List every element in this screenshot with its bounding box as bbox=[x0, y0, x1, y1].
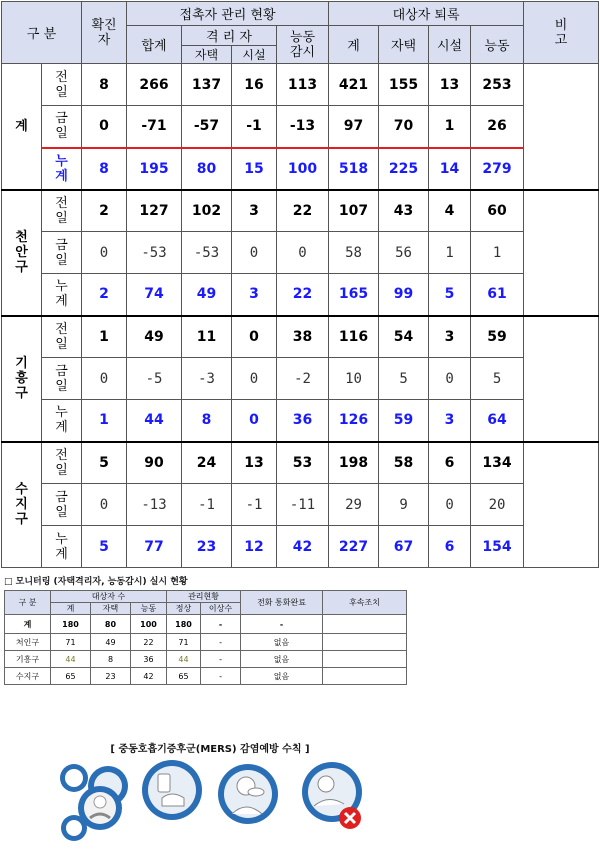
table-cell: 90 bbox=[127, 442, 182, 484]
table-cell: 1 bbox=[471, 232, 524, 274]
mon-header-status-group: 관리현황 bbox=[167, 591, 241, 603]
table-cell: 253 bbox=[471, 64, 524, 106]
table-row bbox=[2, 400, 599, 442]
table-cell: 99 bbox=[379, 274, 429, 316]
table-cell: 56 bbox=[379, 232, 429, 274]
header-isolation-group: 격 리 자 bbox=[182, 26, 277, 46]
table-cell: 0 bbox=[429, 358, 471, 400]
header-contact-total: 합계 bbox=[127, 26, 182, 64]
mon-header-followup: 후속조치 bbox=[323, 591, 407, 615]
table-cell: 15 bbox=[232, 148, 277, 190]
header-active-monitoring: 능동감시 bbox=[277, 26, 329, 64]
remarks-cell bbox=[524, 190, 599, 316]
row-label: 처인구 bbox=[5, 634, 51, 651]
table-row bbox=[2, 148, 599, 190]
table-cell: -71 bbox=[127, 106, 182, 148]
header-remarks: 비고 bbox=[524, 2, 599, 64]
table-cell: 13 bbox=[429, 64, 471, 106]
row-label: 금일 bbox=[42, 358, 82, 400]
table-cell: 518 bbox=[329, 148, 379, 190]
table-cell: 102 bbox=[182, 190, 232, 232]
table-cell: 8 bbox=[91, 651, 131, 668]
table-cell: 0 bbox=[277, 232, 329, 274]
header-isolation-facility: 시설 bbox=[232, 46, 277, 64]
table-cell: 8 bbox=[82, 148, 127, 190]
table-cell: 13 bbox=[232, 442, 277, 484]
table-row bbox=[5, 668, 407, 685]
table-cell: 49 bbox=[127, 316, 182, 358]
header-confirmed: 확진자 bbox=[82, 2, 127, 64]
table-cell: 5 bbox=[429, 274, 471, 316]
table-cell: 42 bbox=[131, 668, 167, 685]
table-cell: 100 bbox=[277, 148, 329, 190]
mers-prevention-banner: [ 중동호흡기증후군(MERS) 감염예방 수칙 ] bbox=[110, 744, 310, 755]
table-cell: 없음 bbox=[241, 668, 323, 685]
table-row bbox=[5, 634, 407, 651]
table-cell: 5 bbox=[471, 358, 524, 400]
header-release-total: 계 bbox=[329, 26, 379, 64]
table-cell: 77 bbox=[127, 526, 182, 568]
table-cell: 11 bbox=[182, 316, 232, 358]
row-label: 누계 bbox=[42, 400, 82, 442]
table-cell bbox=[323, 651, 407, 668]
table-cell: 10 bbox=[329, 358, 379, 400]
table-cell: 165 bbox=[329, 274, 379, 316]
mon-header-category: 구 분 bbox=[5, 591, 51, 615]
table-cell: 65 bbox=[167, 668, 201, 685]
table-cell: 0 bbox=[82, 232, 127, 274]
table-cell: 3 bbox=[232, 190, 277, 232]
table-cell: 36 bbox=[131, 651, 167, 668]
sanitize-hands-icon bbox=[140, 756, 204, 826]
table-cell: 70 bbox=[379, 106, 429, 148]
cover-cough-icon bbox=[216, 756, 280, 836]
table-cell: 44 bbox=[51, 651, 91, 668]
table-cell: 127 bbox=[127, 190, 182, 232]
table-cell: - bbox=[201, 668, 241, 685]
remarks-cell bbox=[524, 64, 599, 190]
table-cell: 1 bbox=[429, 232, 471, 274]
mon-header-status-normal: 정상 bbox=[167, 603, 201, 615]
monitoring-caption: □ 모니터링 (자택격리자, 능동감시) 실시 현황 bbox=[4, 577, 188, 587]
remarks-cell bbox=[524, 442, 599, 568]
table-cell: 74 bbox=[127, 274, 182, 316]
row-label: 금일 bbox=[42, 232, 82, 274]
table-cell: 3 bbox=[429, 400, 471, 442]
table-cell: 64 bbox=[471, 400, 524, 442]
table-cell: 1 bbox=[429, 106, 471, 148]
table-cell: 22 bbox=[131, 634, 167, 651]
table-cell: 5 bbox=[82, 526, 127, 568]
table-cell: 12 bbox=[232, 526, 277, 568]
table-cell: 8 bbox=[182, 400, 232, 442]
table-cell: 80 bbox=[91, 615, 131, 634]
group-label: 기흥구 bbox=[2, 316, 42, 442]
table-cell: 4 bbox=[429, 190, 471, 232]
table-cell: 3 bbox=[232, 274, 277, 316]
table-cell: 60 bbox=[471, 190, 524, 232]
table-row bbox=[2, 64, 599, 106]
table-cell: 29 bbox=[329, 484, 379, 526]
table-cell: 71 bbox=[51, 634, 91, 651]
handwash-person-icon bbox=[50, 756, 130, 846]
table-cell: -2 bbox=[277, 358, 329, 400]
table-cell: 없음 bbox=[241, 634, 323, 651]
header-release-active: 능동 bbox=[471, 26, 524, 64]
table-cell: -13 bbox=[127, 484, 182, 526]
table-cell: 61 bbox=[471, 274, 524, 316]
table-row bbox=[5, 651, 407, 668]
table-row bbox=[2, 190, 599, 232]
table-cell: 23 bbox=[182, 526, 232, 568]
table-cell: - bbox=[201, 651, 241, 668]
table-row bbox=[5, 615, 407, 634]
row-label: 금일 bbox=[42, 106, 82, 148]
mon-header-target-total: 계 bbox=[51, 603, 91, 615]
table-cell: 42 bbox=[277, 526, 329, 568]
table-cell: 227 bbox=[329, 526, 379, 568]
table-cell bbox=[323, 615, 407, 634]
group-label: 계 bbox=[2, 64, 42, 190]
table-cell: 53 bbox=[277, 442, 329, 484]
table-cell: 0 bbox=[82, 106, 127, 148]
table-cell: 44 bbox=[127, 400, 182, 442]
table-cell: 5 bbox=[82, 442, 127, 484]
table-cell: 59 bbox=[379, 400, 429, 442]
header-release-facility: 시설 bbox=[429, 26, 471, 64]
table-cell: 225 bbox=[379, 148, 429, 190]
table-cell: 80 bbox=[182, 148, 232, 190]
table-cell: 279 bbox=[471, 148, 524, 190]
row-label: 수지구 bbox=[5, 668, 51, 685]
table-cell: 24 bbox=[182, 442, 232, 484]
table-row bbox=[2, 358, 599, 400]
table-cell: 198 bbox=[329, 442, 379, 484]
table-cell: -1 bbox=[232, 106, 277, 148]
mon-header-status-abnormal: 이상수 bbox=[201, 603, 241, 615]
table-cell: 126 bbox=[329, 400, 379, 442]
table-cell bbox=[323, 668, 407, 685]
table-cell: 421 bbox=[329, 64, 379, 106]
table-cell: 154 bbox=[471, 526, 524, 568]
table-cell: 1 bbox=[82, 316, 127, 358]
mon-header-target-active: 능동 bbox=[131, 603, 167, 615]
header-isolation-home: 자택 bbox=[182, 46, 232, 64]
table-cell: 0 bbox=[232, 232, 277, 274]
table-cell: 65 bbox=[51, 668, 91, 685]
table-cell: 0 bbox=[82, 484, 127, 526]
table-cell: 58 bbox=[329, 232, 379, 274]
header-release-home: 자택 bbox=[379, 26, 429, 64]
table-cell: 180 bbox=[51, 615, 91, 634]
table-cell: 100 bbox=[131, 615, 167, 634]
table-cell: 0 bbox=[232, 400, 277, 442]
table-cell: 26 bbox=[471, 106, 524, 148]
table-cell: 58 bbox=[379, 442, 429, 484]
table-cell: -1 bbox=[232, 484, 277, 526]
header-release-group: 대상자 퇴록 bbox=[329, 2, 524, 26]
table-cell: 59 bbox=[471, 316, 524, 358]
remarks-cell bbox=[524, 316, 599, 442]
table-cell: 180 bbox=[167, 615, 201, 634]
table-cell: 38 bbox=[277, 316, 329, 358]
table-cell: 36 bbox=[277, 400, 329, 442]
table-cell: 16 bbox=[232, 64, 277, 106]
table-cell: 3 bbox=[429, 316, 471, 358]
table-row bbox=[2, 106, 599, 148]
table-cell: 67 bbox=[379, 526, 429, 568]
table-cell: 0 bbox=[232, 316, 277, 358]
table-row bbox=[2, 316, 599, 358]
table-cell: 155 bbox=[379, 64, 429, 106]
table-cell: 6 bbox=[429, 526, 471, 568]
table-cell: - bbox=[201, 634, 241, 651]
table-cell: -13 bbox=[277, 106, 329, 148]
mon-header-response: 전화 통화완료 bbox=[241, 591, 323, 615]
table-cell: -53 bbox=[182, 232, 232, 274]
row-label: 계 bbox=[5, 615, 51, 634]
table-cell: -11 bbox=[277, 484, 329, 526]
table-cell: 71 bbox=[167, 634, 201, 651]
table-cell: 14 bbox=[429, 148, 471, 190]
table-cell: 44 bbox=[167, 651, 201, 668]
table-cell: 137 bbox=[182, 64, 232, 106]
table-row bbox=[2, 484, 599, 526]
table-row bbox=[2, 232, 599, 274]
row-label: 누계 bbox=[42, 274, 82, 316]
table-cell: 49 bbox=[91, 634, 131, 651]
table-cell: 22 bbox=[277, 274, 329, 316]
table-cell: 2 bbox=[82, 190, 127, 232]
table-cell: 49 bbox=[182, 274, 232, 316]
table-row bbox=[2, 274, 599, 316]
table-cell: 1 bbox=[82, 400, 127, 442]
table-cell: 0 bbox=[429, 484, 471, 526]
table-cell: -1 bbox=[182, 484, 232, 526]
group-label: 수지구 bbox=[2, 442, 42, 568]
table-cell: 22 bbox=[277, 190, 329, 232]
row-label: 전일 bbox=[42, 64, 82, 106]
table-cell: 43 bbox=[379, 190, 429, 232]
table-row bbox=[2, 526, 599, 568]
table-cell: 5 bbox=[379, 358, 429, 400]
group-label: 천안구 bbox=[2, 190, 42, 316]
table-cell: 9 bbox=[379, 484, 429, 526]
table-cell: 0 bbox=[82, 358, 127, 400]
mon-header-target-group: 대상자 수 bbox=[51, 591, 167, 603]
mers-status-table bbox=[1, 1, 599, 568]
table-cell: -57 bbox=[182, 106, 232, 148]
row-label: 기흥구 bbox=[5, 651, 51, 668]
table-cell: 0 bbox=[232, 358, 277, 400]
avoid-contact-icon bbox=[300, 756, 366, 836]
table-cell: 23 bbox=[91, 668, 131, 685]
table-cell: 없음 bbox=[241, 651, 323, 668]
row-label: 누계 bbox=[42, 148, 82, 190]
table-cell: - bbox=[241, 615, 323, 634]
table-cell: -53 bbox=[127, 232, 182, 274]
monitoring-table bbox=[4, 590, 407, 685]
table-cell bbox=[323, 634, 407, 651]
table-cell: 54 bbox=[379, 316, 429, 358]
table-cell: 195 bbox=[127, 148, 182, 190]
table-cell: 20 bbox=[471, 484, 524, 526]
row-label: 누계 bbox=[42, 526, 82, 568]
header-category: 구 분 bbox=[2, 2, 82, 64]
table-cell: -3 bbox=[182, 358, 232, 400]
table-cell: 134 bbox=[471, 442, 524, 484]
table-cell: 266 bbox=[127, 64, 182, 106]
row-label: 전일 bbox=[42, 190, 82, 232]
table-cell: 97 bbox=[329, 106, 379, 148]
row-label: 전일 bbox=[42, 442, 82, 484]
header-contact-group: 접촉자 관리 현황 bbox=[127, 2, 329, 26]
table-cell: -5 bbox=[127, 358, 182, 400]
table-cell: 8 bbox=[82, 64, 127, 106]
table-cell: 2 bbox=[82, 274, 127, 316]
table-cell: 107 bbox=[329, 190, 379, 232]
table-cell: 116 bbox=[329, 316, 379, 358]
table-cell: - bbox=[201, 615, 241, 634]
mon-header-target-home: 자택 bbox=[91, 603, 131, 615]
row-label: 금일 bbox=[42, 484, 82, 526]
table-cell: 113 bbox=[277, 64, 329, 106]
table-cell: 6 bbox=[429, 442, 471, 484]
table-row bbox=[2, 442, 599, 484]
row-label: 전일 bbox=[42, 316, 82, 358]
